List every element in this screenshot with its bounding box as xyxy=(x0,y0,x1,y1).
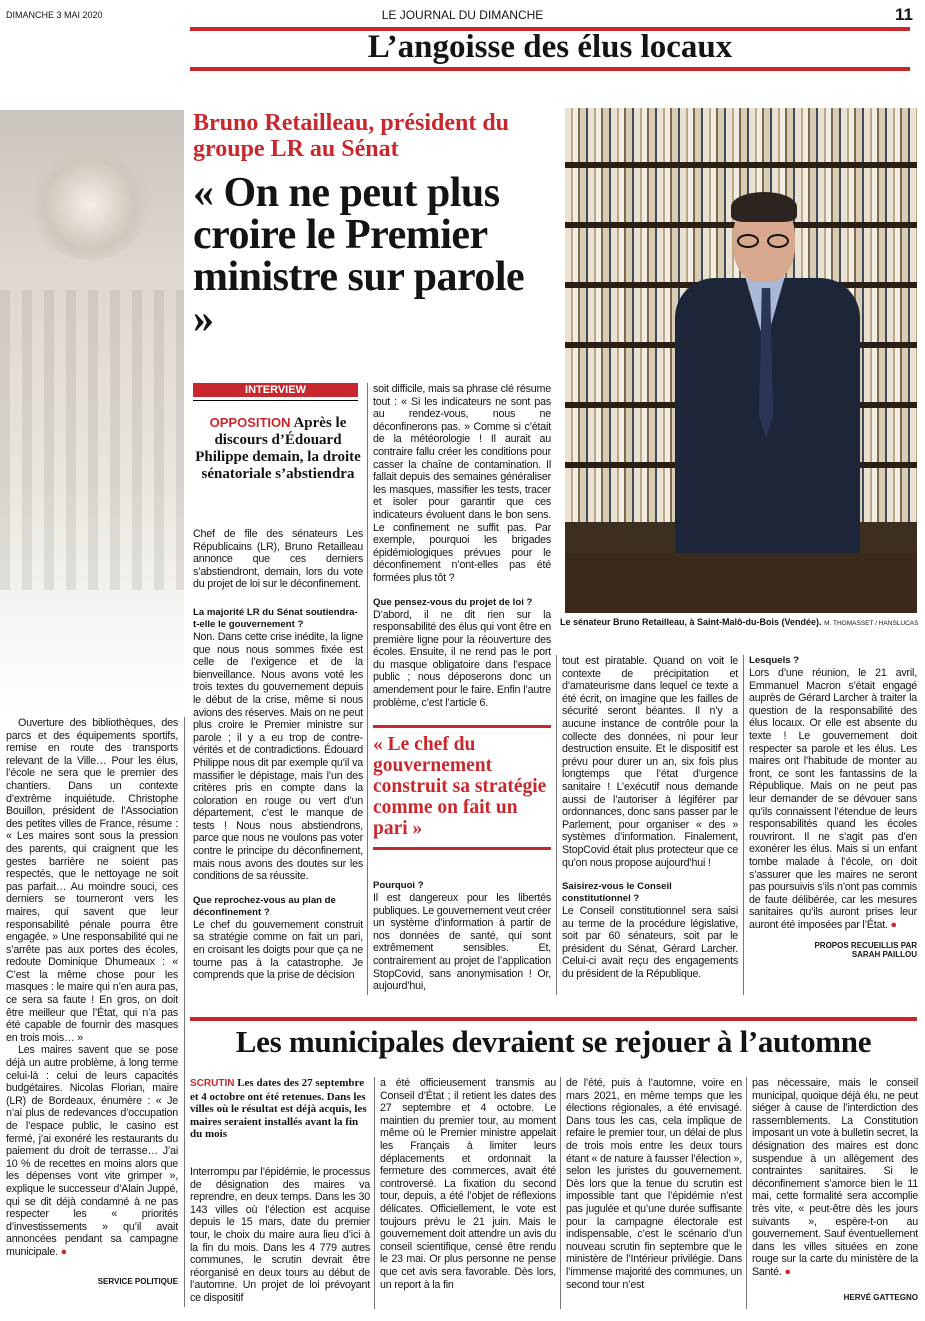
answer-continued: tout est piratable. Quand on voit le contexte de précipitation et d’amateurisme dans lequel ce texte a été écrit, on imagine que les failles de sécurité seront béantes. Il n’y a aucune instance de contrôle pour la collecte des données, ni pour leur destruction ensuite. Et le dispositif est prévu pour durer un an, six fois plus longtemps que l’état d’urgence sanitaire ! L’exécutif nous demande aussi de l’autoriser à légiférer par ordonnances, donc sans passer par le Parlement, pour organiser « des » systèmes d’information. Finalement, StopCovid était plus protecteur que ce qu’on nous propose aujourd’hui ! xyxy=(562,655,738,869)
article-column-2-bottom xyxy=(373,880,551,993)
question: Que reprochez-vous au plan de déconfinement ? xyxy=(193,894,336,918)
chapo-tag: OPPOSITION xyxy=(209,415,291,430)
column-divider xyxy=(746,1077,747,1309)
pull-quote-box xyxy=(373,725,551,850)
column-divider xyxy=(367,383,368,995)
question: Pourquoi ? xyxy=(373,880,424,891)
assembly-photo xyxy=(0,110,184,710)
column-text xyxy=(752,1077,918,1279)
section-banner xyxy=(190,27,910,71)
answer-text: Lors d’une réunion, le 21 avril, Emmanuel Macron s’était engagé auprès de Gérard Larcher à traiter la question de la responsabilité des élus locaux. Or elle est absente du texte ! Le gouvernement doit respecter sa parole et les élus. Les maires ont l’habitude de monter au front, ce sont les fantassins de la République. Mais on ne peut pas leur demander de se dévouer sans qu’ils connaissent l’étendue de leurs responsabilités quand les écoles rouvriront. Il ne s’agit pas d’en exonérer les élus. Mais si un enfant tombe malade à l’école, on doit s’assurer que les maires ne seront pas poursuivis s’ils n’ont pas commis de faute délibérée, car les mesures sanitaires qu’ils auront prises leur auront été imposées par l’État. xyxy=(749,667,917,931)
photo-caption xyxy=(560,617,920,627)
column-divider xyxy=(560,1077,561,1309)
column-divider xyxy=(743,655,744,995)
answer: Non. Dans cette crise inédite, la ligne que nous nous sommes fixée est celle de l’exigence et de la bienveillance. Nous avons voté les trois textes du gouvernement depuis le début de la crise, même si nous avions des réserves. Mais on ne peut plus croire le Premier ministre sur parole ; il y a eu trop de contre-vérités et de contradictions. Édouard Philippe nous dit par exemple qu’il va massifier le dépistage, mais l’un des critères pris en compte dans la coloration en rouge ou vert d’un département, c’est le manque de tests ! Nous nous abstiendrons, parce que nous ne voulons pas voter contre le principe du déconfinement, mais nous avons des doutes sur les conditions de sa réussite. xyxy=(193,630,363,883)
article2-column-1: Interrompu par l’épidémie, le processus de désignation des maires va reprendre, en deux temps. Dans les 30 143 villes où l’élection est acquise depuis le 15 mars, date du premier tour, le choix du maire aura lieu d’ici à la fin du mois. Dans les 4 779 autres communes, le scrutin devrait être réorganisé en deux tours au début de l’automne. Un projet de loi prévoyant ce dispositif xyxy=(190,1166,370,1304)
sidebar-article xyxy=(6,717,178,1286)
question: La majorité LR du Sénat soutiendra-t-elle le gouvernement ? xyxy=(193,606,358,630)
interview-badge: INTERVIEW xyxy=(193,383,358,397)
desk xyxy=(565,553,917,613)
author-signature: PROPOS RECUEILLIS PAR SARAH PAILLOU xyxy=(814,941,917,960)
sidebar-signature: SERVICE POLITIQUE xyxy=(97,1276,178,1286)
newspaper-name: LE JOURNAL DU DIMANCHE xyxy=(381,8,544,22)
page-number: 11 xyxy=(895,5,913,24)
article-headline: « On ne peut plus croire le Premier ministre sur parole » xyxy=(193,170,525,342)
article-separator xyxy=(190,1017,917,1021)
caption-text: Le sénateur Bruno Retailleau, à Saint-Malô-du-Bois (Vendée). xyxy=(560,617,822,627)
end-mark: ● xyxy=(890,918,897,931)
issue-date: DIMANCHE 3 MAI 2020 xyxy=(6,10,103,20)
col4-text: pas nécessaire, mais le conseil municipal, quoique déjà élu, ne peut siéger à cause de l’interdiction des rassemblements. La Constitution imposant un vote à bulletin secret, la désignation des maires est donc suspendue à un allègement des contraintes sanitaires. Si le déconfinement s’amorce bien le 11 mai, cette formalité sera accomplie très vite, « peut-être dès les jours suivants », espère-t-on au gouvernement. Sauf éventuellement dans les villes situées en zone rouge sur la carte du ministère de la Santé. xyxy=(752,1077,918,1278)
column-divider xyxy=(184,717,185,1307)
section-title: L’angoisse des élus locaux xyxy=(367,29,733,65)
answer xyxy=(749,667,917,931)
article2-chapo xyxy=(190,1077,370,1141)
answer: D’abord, il ne dit rien sur la responsabilité des élus qui vont être en première ligne pour la réouverture des écoles. Ensuite, il ne rend pas le port du masque obligatoire dans l’espace public ; nous déposerons donc un amendement pour le faire. Enfin l’autre problème, c’est l’article 6. xyxy=(373,608,551,709)
sidebar-paragraph: Ouverture des bibliothèques, des parcs et des équipements sportifs, remise en route des transports relevant de la Ville… Pour les élus, l’école ne sera que le premier des chantiers. Dans un contexte d’extrême inquiétude. Christophe Bouillon, président de l’Association des petites villes de France, résume : « Les maires sont sous la pression des parents, qui craignent que les gestes barrière ne soient pas respectés, que le nettoyage ne soit pas parfait… Au moindre souci, ces derniers se tourneront vers les maires, qui savent que leur responsabilité pénale pourra être engagée. » Une responsabilité qui ne s’arrête pas aux portes des écoles, redoute Dominique Dhumeaux : « C’est la même chose pour les masques : le maire qui n’en aura pas, ce sera sa faute ! En gros, on doit être meilleur que l’État, qui n’a pas été capable de fournir des masques en trois mois… » xyxy=(6,717,178,1044)
article2-column-2: a été officieusement transmis au Conseil d’État ; il retient les dates des 27 septembre et 4 octobre. Le maintien du premier tour, au moment même où le Premier ministre appelait les Français à limiter leurs déplacements et ordonnait la fermeture des commerces, avait été controversé. La fixation du second tour, depuis, a été l’objet de réflexions délicates. Officiellement, le vote est toujours prévu le 21 juin. Mais le gouvernement doit attendre un avis du conseil scientifique, censé être rendu le 23 mai. Or plus personne ne pense que cet avis sera favorable. Dès lors, un report à la fin xyxy=(380,1077,556,1291)
article-column-4 xyxy=(749,655,917,959)
glasses xyxy=(737,234,791,248)
answer: Il est dangereux pour les libertés publiques. Le gouvernement veut créer un système d’information à partir de nos données de santé, qui sont extrêmement sensibles. Et, contrairement au projet de l’application StopCovid, sans anonymisation ! Or, aujourd’hui, xyxy=(373,892,551,993)
intro-paragraph: Chef de file des sénateurs Les Républicains (LR), Bruno Retailleau annonce que ces derniers s’abstiendront, demain, lors du vote du projet de loi sur le déconfinement. xyxy=(193,528,363,591)
article-column-2 xyxy=(373,383,551,709)
photo-credit: M. THOMASSET / HANSLUCAS xyxy=(824,620,919,627)
pull-quote: « Le chef du gouvernement construit sa stratégie comme on fait un pari » xyxy=(373,734,547,839)
article-column-1 xyxy=(193,528,363,982)
article2-column-3: de l’été, puis à l’automne, voire en mars 2021, en même temps que les élections régionales, a été envisagé. Dans tous les cas, cela implique de refaire le premier tour, un délai de plus de trois mois entre les deux tours étant « de nature à fausser l’élection », selon les juristes du gouvernement. Dès lors que la tenue du scrutin est impossible tant que l’épidémie n’est pas jugulée et qu’une durée suffisante pour la campagne électorale est indispensable, c’est le scénario d’un nouveau scrutin fin septembre que le ministère de l’Intérieur privilégie. Dans l’immense majorité des communes, un second tour n’est xyxy=(566,1077,742,1291)
person-figure xyxy=(675,148,860,613)
question: Que pensez-vous du projet de loi ? xyxy=(373,596,533,608)
article-kicker: Bruno Retailleau, président du groupe LR au Sénat xyxy=(193,110,510,162)
crowd-shape xyxy=(0,290,184,590)
answer-continued: soit difficile, mais sa phrase clé résume tout : « Si les indicateurs ne sont pas au rendez-vous, nous ne déconfinerons pas. » Comme si c’était de la météorologie ! Il aurait au contraire fallu créer les conditions pour casser la chaîne de contamination. Il fallait depuis des semaines généraliser les masques, massifier les tests, tracer et isoler pour garantir que ces indicateurs évoluent dans le bon sens. Le confinement ne suffit pas. Par exemple, pourquoi les brigades épidémiologiques prévues pour le déconfinement n’ont-elles pas été formées plus tôt ? xyxy=(373,383,551,584)
article-chapo xyxy=(193,414,363,483)
column-divider xyxy=(374,1077,375,1309)
chapo-text: Après le discours d’Édouard Philippe demain, la droite sénatoriale s’abstiendra xyxy=(195,415,361,482)
quote-rule-bottom xyxy=(373,847,551,850)
column-divider xyxy=(556,655,557,995)
answer: Le Conseil constitutionnel sera saisi au terme de la procédure législative, soit par 60 sénateurs, soit par le président du Sénat, Gérard Larcher. Celui-ci avait reçu des engagements du président de la République. xyxy=(562,905,738,981)
section-rule-bottom xyxy=(190,67,910,71)
end-mark: ● xyxy=(60,1245,67,1258)
question: Lesquels ? xyxy=(749,655,800,666)
question: Saisirez-vous le Conseil constitutionnel ? xyxy=(562,881,672,905)
answer: Le chef du gouvernement construit sa stratégie comme on fait un pari, en croisant les doigts pour que ça ne tourne pas à la catastrophe. Je comprends que la prise de décision xyxy=(193,918,363,982)
article2-column-4 xyxy=(752,1077,918,1302)
badge-rule xyxy=(193,400,358,401)
sidebar-text: Les maires savent que se pose déjà un autre problème, à long terme celui-là : celui de leurs capacités budgétaires. Nicolas Florian, maire (LR) de Bordeaux, énumère : « Je n’ai plus de redevances d’occupation de l’espace public, le casino est fermé, j’ai exonéré les restaurants du paiement du droit de terrasse… J’ai 10 % de recettes en moins alors que les dépenses vont vite grimper », explique le successeur d’Alain Juppé, qui se dit déjà condamné à ne pas respecter les « priorités d’investissements » qu’il avait annoncées pendant sa campagne municipale. xyxy=(6,1044,178,1258)
hair xyxy=(731,192,797,222)
chandelier-shape xyxy=(30,150,150,260)
article2-signature: HERVÉ GATTEGNO xyxy=(843,1292,918,1302)
article2-headline: Les municipales devraient se rejouer à l’automne xyxy=(235,1024,872,1059)
chapo-text: Les dates des 27 septembre et 4 octobre ont été retenues. Dans les villes où le résultat est déjà acquis, les maires seraient installés avant la fin du mois xyxy=(190,1077,367,1140)
sidebar-paragraph xyxy=(6,1044,178,1258)
portrait-photo xyxy=(565,108,917,613)
article-column-3 xyxy=(562,655,738,981)
end-mark: ● xyxy=(784,1265,791,1278)
chapo-tag: SCRUTIN xyxy=(190,1078,235,1089)
